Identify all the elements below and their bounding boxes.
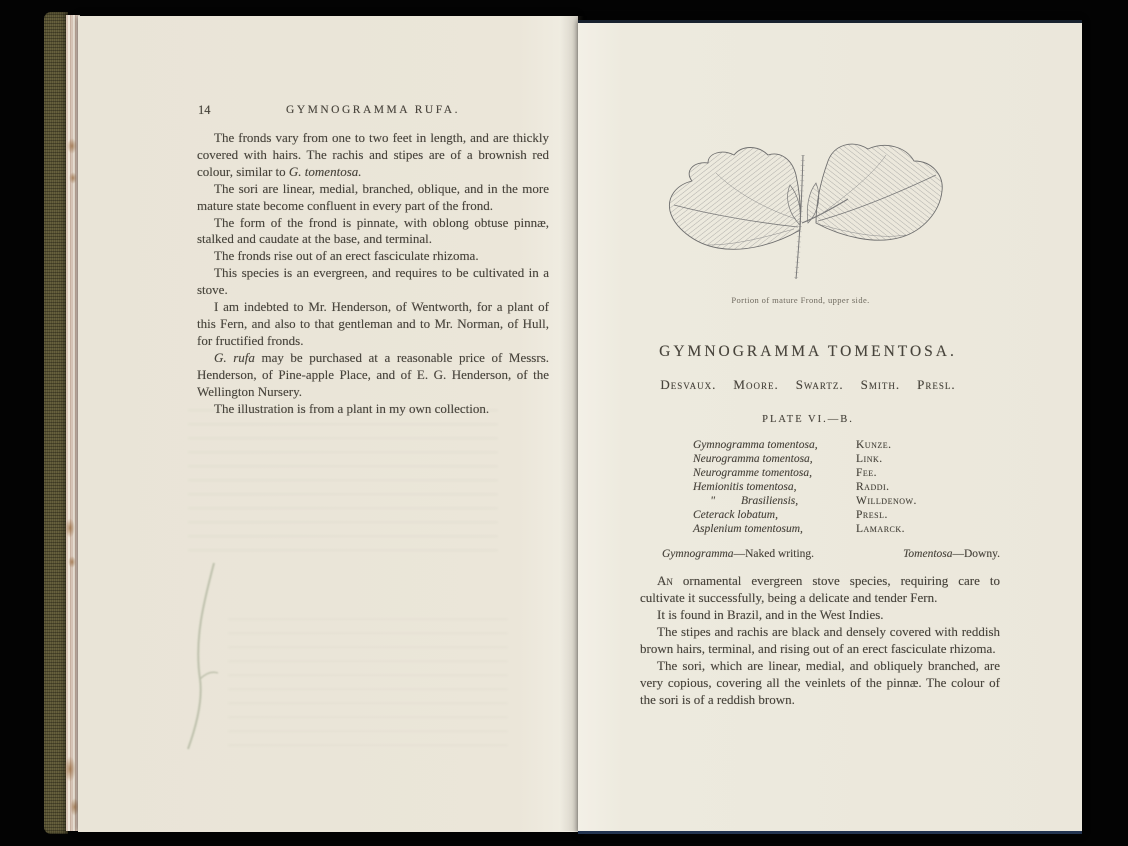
synonym-name: Gymnogramma tomentosa, [693, 439, 818, 451]
foxing-spot [67, 138, 77, 154]
paragraph: The illustration is from a plant in my own collection. [214, 400, 490, 416]
foxing-spot [68, 556, 76, 568]
synonym-name: Ceterack lobatum, [693, 509, 778, 521]
synonym-name: Neurogramma tomentosa, [693, 453, 813, 465]
table-row [693, 466, 963, 480]
paragraph: The sori are linear, medial, branched, oblique, and in the more mature state become confluent in every part of the frond. [197, 180, 549, 213]
paragraph: G. rufa may be purchased at a reasonable price of Messrs. Henderson, of Pine-apple Place, and of E. G. Henderson, of the Wellington Nursery. [197, 349, 550, 399]
running-head: GYMNOGRAMMA RUFA. [286, 104, 460, 116]
paragraph: I am indebted to Mr. Henderson, of Wentworth, for a plant of this Fern, and also to that gentleman and to Mr. Norman, of Hull, for fructified fronds. [197, 299, 549, 348]
table-row [693, 480, 963, 494]
book-cover [44, 12, 68, 834]
right-page [578, 20, 1082, 834]
fern-frond-illustration [650, 127, 950, 297]
synonym-authority: Willdenow. [856, 495, 917, 507]
paragraph: The sori, which are linear, medial, and obliquely branched, are very copious, covering all the veinlets of the pinnæ. The colour of the sori is of a reddish brown. [640, 658, 1000, 707]
table-row [693, 522, 963, 536]
foxing-spot [69, 172, 77, 184]
synonym-authority: Raddi. [856, 481, 890, 493]
right-page-text [640, 572, 1000, 708]
etymology-left: Gymnogramma—Naked writing. [662, 548, 815, 560]
left-page [78, 16, 578, 832]
left-page-text [197, 130, 549, 417]
paragraph: The fronds rise out of an erect fasciculate rhizoma. [214, 248, 479, 264]
plate-label: PLATE VI.—B. [762, 414, 854, 425]
table-row [693, 438, 963, 452]
paragraph: This species is an evergreen, and requires to be cultivated in a stove. [197, 265, 549, 298]
synonym-table [693, 438, 963, 536]
synonym-name: Neurogramme tomentosa, [693, 467, 813, 479]
show-through-fern [186, 561, 226, 751]
table-row [693, 494, 963, 508]
lead-word-smallcaps: An [657, 573, 673, 588]
synonym-authority: Presl. [856, 509, 888, 521]
synonym-name: Asplenium tomentosum, [693, 523, 803, 535]
paragraph: The fronds vary from one to two feet in length, and are thickly covered with hairs. The rachis and stipes are of a brownish red colour, similar to G. tomentosa. [197, 130, 549, 179]
table-row [693, 452, 963, 466]
paragraph: An ornamental evergreen stove species, requiring care to cultivate it successfully, being a delicate and tender Fern. [640, 573, 1000, 605]
authorities-line: Desvaux. Moore. Swartz. Smith. Presl. [660, 377, 956, 392]
show-through-text [228, 616, 508, 746]
table-row [693, 508, 963, 522]
species-name-italic: G. rufa [214, 349, 255, 365]
species-title: GYMNOGRAMMA TOMENTOSA. [659, 343, 957, 360]
figure-caption: Portion of mature Frond, upper side. [731, 295, 870, 305]
show-through-text [188, 401, 498, 551]
etymology-line [640, 548, 1010, 560]
page-number: 14 [198, 103, 211, 117]
synonym-authority: Fee. [856, 467, 878, 479]
paragraph: The form of the frond is pinnate, with oblong obtuse pinnæ, stalked and caudate at the base, and terminal. [197, 214, 549, 247]
synonym-authority: Lamarck. [856, 523, 906, 535]
etymology-right: Tomentosa—Downy. [903, 548, 1000, 560]
synonym-name: " Brasiliensis, [693, 495, 799, 507]
synonym-authority: Kunze. [856, 439, 892, 451]
paragraph: The stipes and rachis are black and densely covered with reddish brown hairs, terminal, and rising out of an erect fasciculate rhizoma. [640, 624, 1000, 656]
synonym-authority: Link. [856, 453, 883, 465]
foxing-spot [64, 756, 76, 782]
paragraph: It is found in Brazil, and in the West Indies. [657, 607, 884, 622]
foxing-spot [65, 518, 75, 538]
species-name-italic: G. tomentosa. [288, 163, 362, 179]
synonym-name: Hemionitis tomentosa, [693, 481, 797, 493]
